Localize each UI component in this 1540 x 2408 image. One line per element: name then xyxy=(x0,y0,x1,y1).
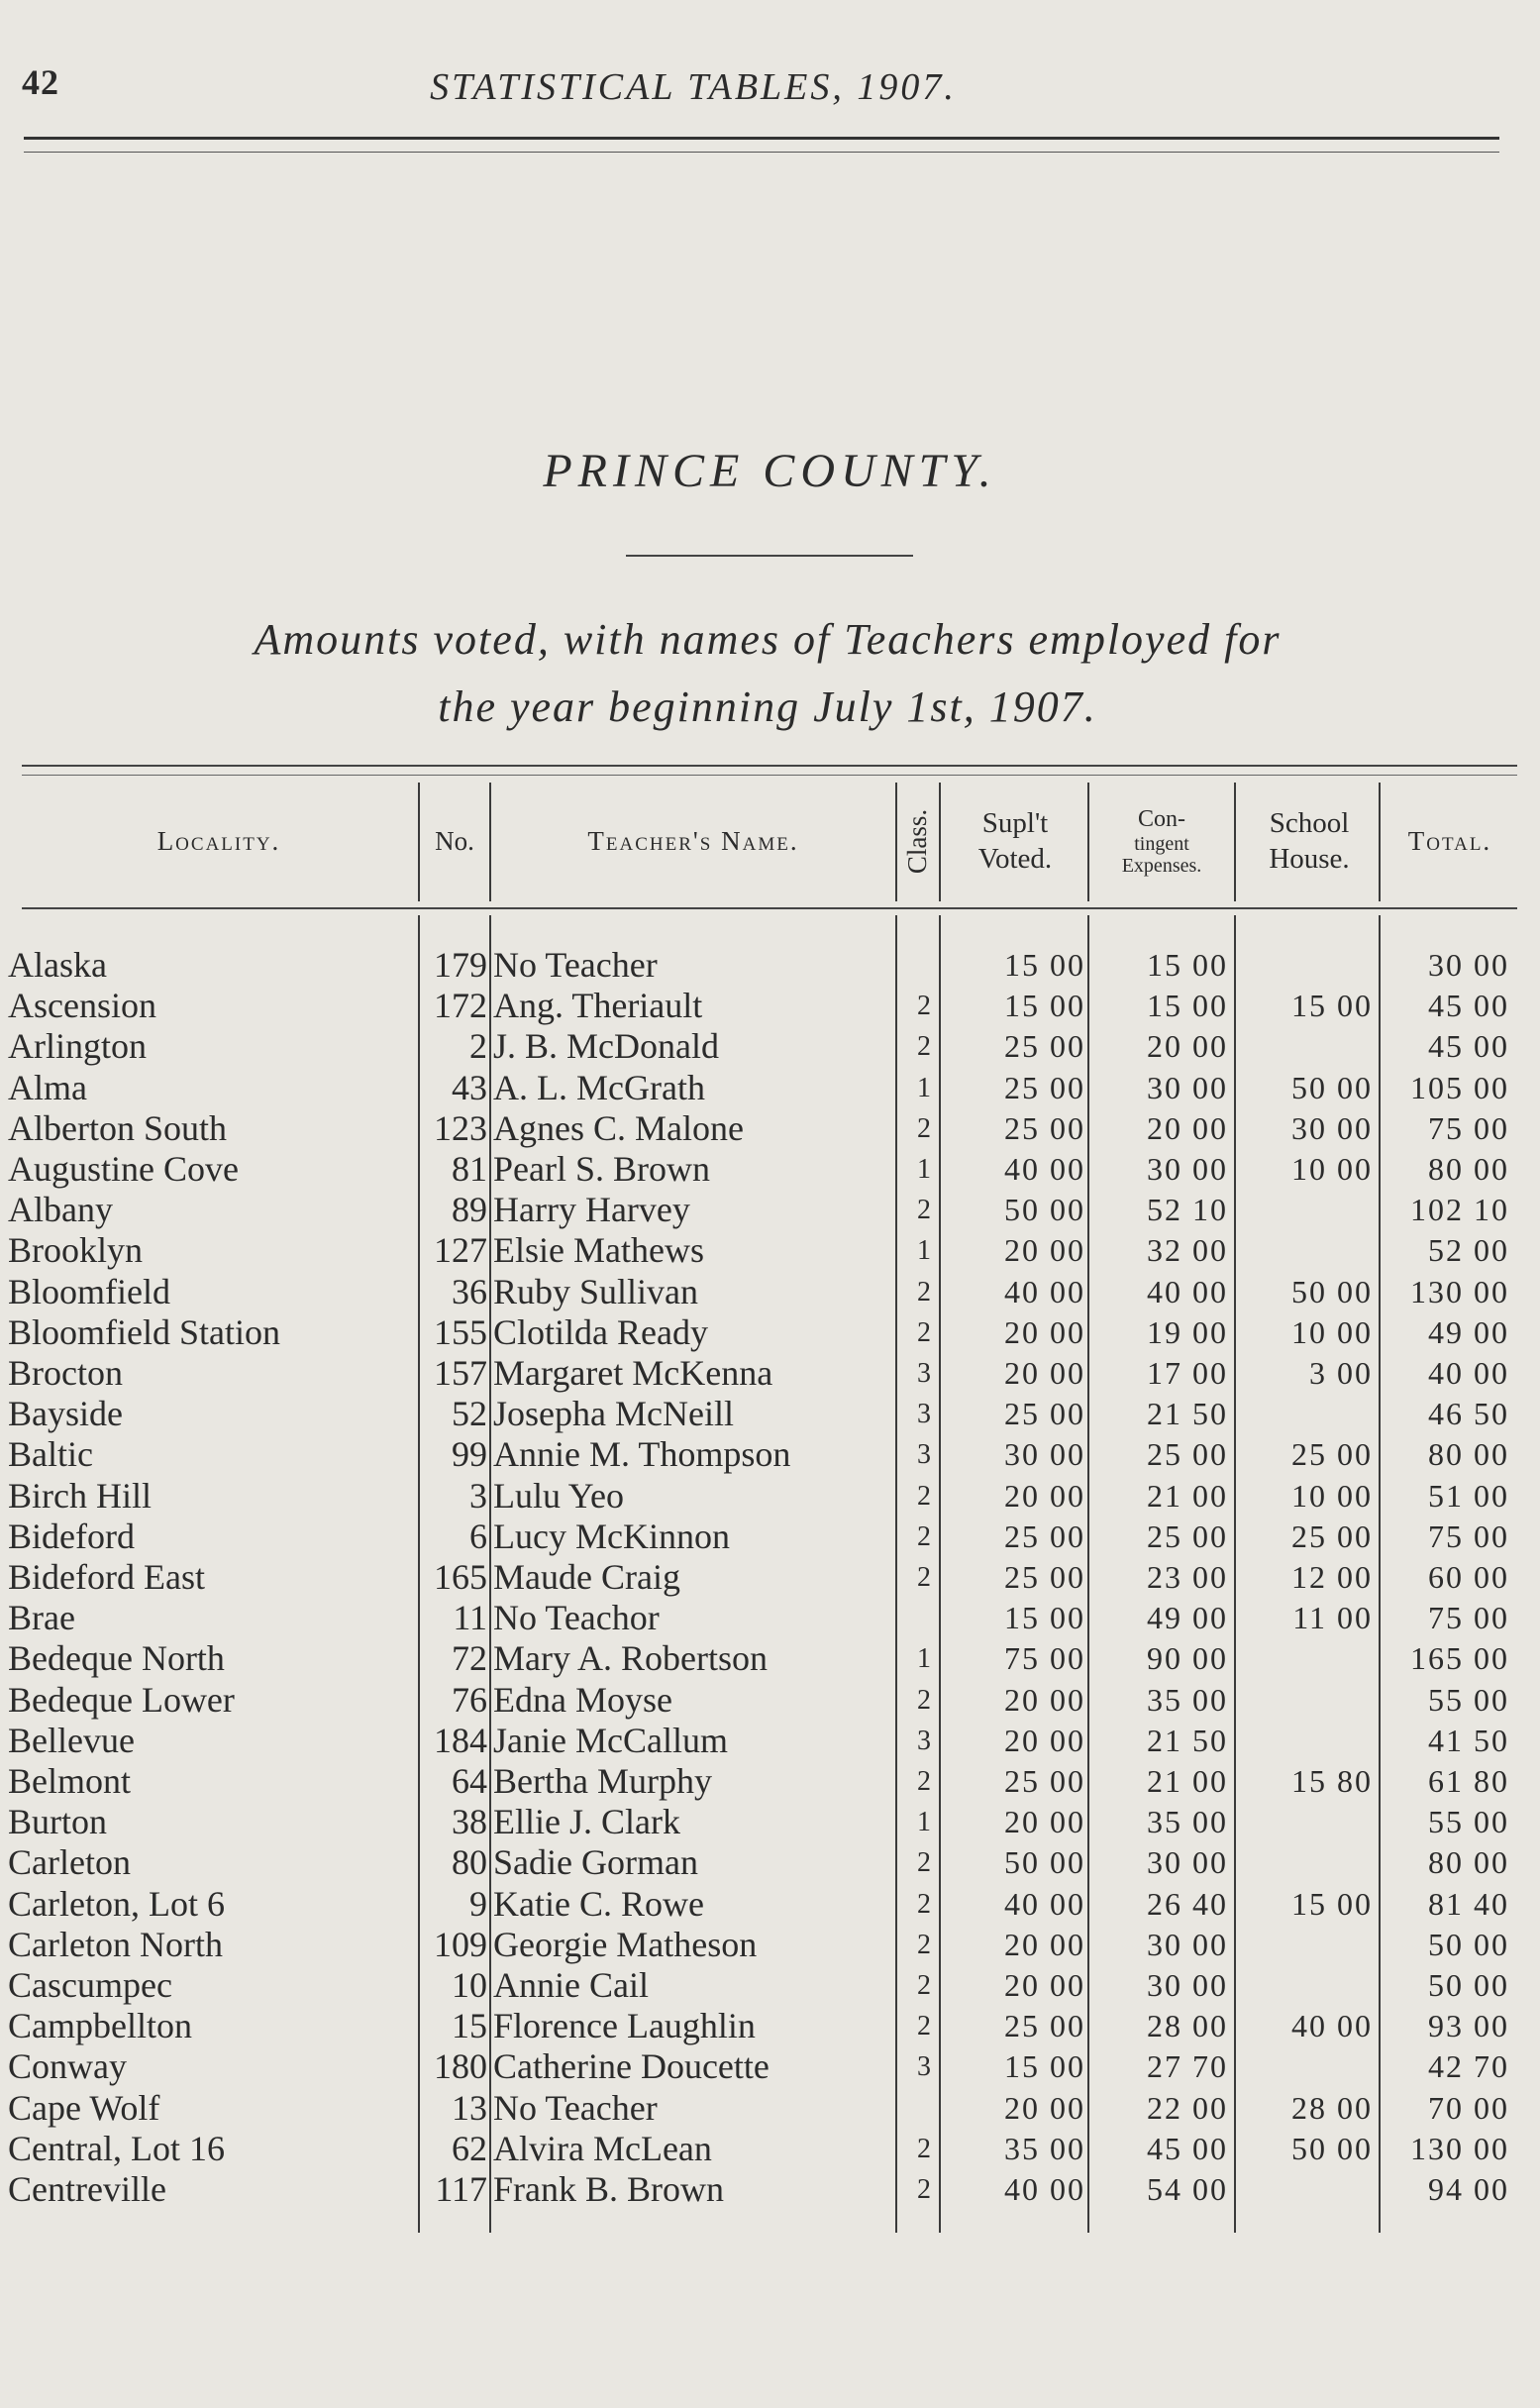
col-rule xyxy=(1379,783,1381,901)
teacher-name-cell: Georgie Matheson xyxy=(493,1924,758,1964)
table-row xyxy=(0,1149,1540,1190)
contingent-expenses-cell: 35 00 xyxy=(1147,1804,1228,1840)
table-row xyxy=(0,1312,1540,1353)
table-row xyxy=(0,2046,1540,2087)
number-cell: 184 xyxy=(434,1720,487,1760)
table-row xyxy=(0,1557,1540,1598)
table-row xyxy=(0,1190,1540,1230)
supl-voted-cell: 20 00 xyxy=(1004,1355,1085,1391)
school-house-cell: 28 00 xyxy=(1291,2089,1373,2126)
locality-cell: Burton xyxy=(8,1802,108,1842)
total-cell: 75 00 xyxy=(1428,1109,1509,1146)
class-cell: 2 xyxy=(917,2133,931,2164)
teacher-name-cell: A. L. McGrath xyxy=(493,1067,705,1107)
contingent-expenses-cell: 45 00 xyxy=(1147,2130,1228,2166)
number-cell: 9 xyxy=(469,1883,487,1924)
table-row xyxy=(0,1680,1540,1721)
teacher-name-cell: Catherine Doucette xyxy=(493,2046,770,2087)
table-row xyxy=(0,1638,1540,1679)
subtitle-line-2: the year beginning July 1st, 1907. xyxy=(438,682,1097,731)
teacher-name-cell: Ang. Theriault xyxy=(493,986,703,1026)
locality-cell: Alaska xyxy=(8,945,107,985)
total-cell: 94 00 xyxy=(1428,2171,1509,2207)
supl-voted-cell: 15 00 xyxy=(1004,2048,1085,2085)
total-cell: 80 00 xyxy=(1428,1844,1509,1881)
teacher-name-cell: Lucy McKinnon xyxy=(493,1516,730,1556)
locality-cell: Centreville xyxy=(8,2169,166,2209)
number-cell: 179 xyxy=(434,945,487,985)
school-house-cell: 10 00 xyxy=(1291,1313,1373,1350)
contingent-expenses-cell: 40 00 xyxy=(1147,1273,1228,1309)
table-row xyxy=(0,1884,1540,1925)
number-cell: 99 xyxy=(452,1434,487,1475)
teacher-name-cell: Edna Moyse xyxy=(493,1679,672,1720)
class-cell: 2 xyxy=(917,1888,931,1920)
teacher-name-cell: Florence Laughlin xyxy=(493,2006,756,2046)
supl-voted-cell: 25 00 xyxy=(1004,1559,1085,1595)
school-house-cell: 50 00 xyxy=(1291,1069,1373,1105)
class-cell: 2 xyxy=(917,1684,931,1716)
contingent-expenses-cell: 25 00 xyxy=(1147,1518,1228,1554)
contingent-expenses-cell: 28 00 xyxy=(1147,2008,1228,2044)
number-cell: 11 xyxy=(453,1598,487,1638)
number-cell: 64 xyxy=(452,1761,487,1801)
locality-cell: Bayside xyxy=(8,1394,123,1434)
contingent-expenses-cell: 21 00 xyxy=(1147,1763,1228,1799)
locality-cell: Carleton, Lot 6 xyxy=(8,1883,225,1924)
supl-voted-cell: 25 00 xyxy=(1004,2008,1085,2044)
locality-cell: Conway xyxy=(8,2046,127,2087)
number-cell: 165 xyxy=(434,1557,487,1597)
table-header-rule xyxy=(22,907,1517,909)
teacher-name-cell: Frank B. Brown xyxy=(493,2169,724,2209)
locality-cell: Cape Wolf xyxy=(8,2087,160,2128)
contingent-expenses-cell: 17 00 xyxy=(1147,1355,1228,1391)
table-row xyxy=(0,1965,1540,2006)
teacher-name-cell: J. B. McDonald xyxy=(493,1026,719,1067)
locality-cell: Bellevue xyxy=(8,1720,135,1760)
class-cell: 1 xyxy=(917,1072,931,1103)
school-house-cell: 30 00 xyxy=(1291,1109,1373,1146)
supl-voted-cell: 25 00 xyxy=(1004,1518,1085,1554)
school-house-cell: 12 00 xyxy=(1291,1559,1373,1595)
locality-cell: Augustine Cove xyxy=(8,1149,239,1189)
school-house-cell: 50 00 xyxy=(1291,1273,1373,1309)
number-cell: 13 xyxy=(452,2087,487,2128)
school-house-cell: 15 00 xyxy=(1291,1885,1373,1922)
total-cell: 61 80 xyxy=(1428,1763,1509,1799)
total-cell: 40 00 xyxy=(1428,1355,1509,1391)
total-cell: 45 00 xyxy=(1428,1028,1509,1065)
total-cell: 80 00 xyxy=(1428,1436,1509,1473)
teacher-name-cell: Sadie Gorman xyxy=(493,1842,698,1883)
number-cell: 72 xyxy=(452,1638,487,1679)
number-cell: 36 xyxy=(452,1271,487,1311)
table-row xyxy=(0,1434,1540,1475)
contingent-expenses-cell: 21 00 xyxy=(1147,1477,1228,1514)
locality-cell: Brooklyn xyxy=(8,1230,144,1271)
contingent-expenses-cell: 54 00 xyxy=(1147,2171,1228,2207)
class-cell: 2 xyxy=(917,1520,931,1552)
col-rule xyxy=(1234,783,1236,901)
teacher-name-cell: Margaret McKenna xyxy=(493,1353,773,1393)
supl-voted-cell: 20 00 xyxy=(1004,1967,1085,2003)
supl-voted-cell: 20 00 xyxy=(1004,1232,1085,1269)
total-cell: 55 00 xyxy=(1428,1681,1509,1718)
number-cell: 38 xyxy=(452,1802,487,1842)
total-cell: 70 00 xyxy=(1428,2089,1509,2126)
class-cell: 2 xyxy=(917,1970,931,2001)
total-cell: 41 50 xyxy=(1428,1722,1509,1758)
subtitle xyxy=(99,606,1436,741)
supl-voted-cell: 50 00 xyxy=(1004,1192,1085,1228)
contingent-expenses-cell: 30 00 xyxy=(1147,1844,1228,1881)
school-house-cell: 11 00 xyxy=(1292,1600,1373,1636)
total-cell: 50 00 xyxy=(1428,1967,1509,2003)
teacher-name-cell: Maude Craig xyxy=(493,1557,680,1597)
supl-voted-cell: 20 00 xyxy=(1004,1926,1085,1962)
table-row xyxy=(0,1721,1540,1761)
table-row xyxy=(0,1068,1540,1108)
table-row xyxy=(0,1598,1540,1638)
number-cell: 89 xyxy=(452,1190,487,1230)
school-house-cell: 3 00 xyxy=(1309,1355,1373,1391)
total-cell: 52 00 xyxy=(1428,1232,1509,1269)
table-row xyxy=(0,1802,1540,1842)
school-house-cell: 10 00 xyxy=(1291,1477,1373,1514)
contingent-expenses-cell: 35 00 xyxy=(1147,1681,1228,1718)
teacher-name-cell: Josepha McNeill xyxy=(493,1394,734,1434)
contingent-expenses-cell: 15 00 xyxy=(1147,947,1228,983)
teacher-name-cell: Ruby Sullivan xyxy=(493,1271,699,1311)
teacher-name-cell: Janie McCallum xyxy=(493,1720,728,1760)
locality-cell: Baltic xyxy=(8,1434,93,1475)
number-cell: 43 xyxy=(452,1067,487,1107)
contingent-expenses-cell: 30 00 xyxy=(1147,1069,1228,1105)
table-row xyxy=(0,1394,1540,1434)
table-row xyxy=(0,986,1540,1026)
header-rule xyxy=(24,137,1499,153)
total-cell: 50 00 xyxy=(1428,1926,1509,1962)
class-cell: 1 xyxy=(917,1807,931,1838)
locality-cell: Bideford xyxy=(8,1516,135,1556)
locality-cell: Ascension xyxy=(8,986,156,1026)
locality-cell: Brocton xyxy=(8,1353,123,1393)
total-cell: 75 00 xyxy=(1428,1518,1509,1554)
school-house-cell: 25 00 xyxy=(1291,1518,1373,1554)
table-row xyxy=(0,1476,1540,1517)
total-cell: 45 00 xyxy=(1428,988,1509,1024)
table-row xyxy=(0,1761,1540,1802)
contingent-expenses-cell: 25 00 xyxy=(1147,1436,1228,1473)
supl-voted-cell: 40 00 xyxy=(1004,1151,1085,1187)
col-rule xyxy=(1087,783,1089,901)
table-row xyxy=(0,2129,1540,2169)
number-cell: 80 xyxy=(452,1842,487,1883)
header-class: Class. xyxy=(902,808,933,874)
locality-cell: Brae xyxy=(8,1598,75,1638)
number-cell: 127 xyxy=(434,1230,487,1271)
supl-voted-cell: 20 00 xyxy=(1004,2089,1085,2126)
number-cell: 2 xyxy=(469,1026,487,1067)
header-supl-voted: Supl't Voted. xyxy=(977,807,1053,875)
number-cell: 109 xyxy=(434,1924,487,1964)
class-cell: 2 xyxy=(917,1316,931,1348)
col-rule xyxy=(895,783,897,901)
teacher-name-cell: Pearl S. Brown xyxy=(493,1149,710,1189)
contingent-expenses-cell: 26 40 xyxy=(1147,1885,1228,1922)
total-cell: 55 00 xyxy=(1428,1804,1509,1840)
class-cell: 3 xyxy=(917,1399,931,1430)
contingent-expenses-cell: 21 50 xyxy=(1147,1396,1228,1432)
supl-voted-cell: 25 00 xyxy=(1004,1396,1085,1432)
class-cell: 2 xyxy=(917,991,931,1022)
total-cell: 130 00 xyxy=(1410,2130,1509,2166)
number-cell: 6 xyxy=(469,1516,487,1556)
teacher-name-cell: Annie M. Thompson xyxy=(493,1434,791,1475)
total-cell: 165 00 xyxy=(1410,1640,1509,1677)
total-cell: 80 00 xyxy=(1428,1151,1509,1187)
table-row xyxy=(0,1925,1540,1965)
supl-voted-cell: 25 00 xyxy=(1004,1028,1085,1065)
number-cell: 81 xyxy=(452,1149,487,1189)
contingent-expenses-cell: 15 00 xyxy=(1147,988,1228,1024)
number-cell: 76 xyxy=(452,1679,487,1720)
school-house-cell: 40 00 xyxy=(1291,2008,1373,2044)
number-cell: 3 xyxy=(469,1475,487,1516)
school-house-cell: 15 80 xyxy=(1291,1763,1373,1799)
school-house-cell: 50 00 xyxy=(1291,2130,1373,2166)
header-no: No. xyxy=(435,826,474,856)
contingent-expenses-cell: 20 00 xyxy=(1147,1028,1228,1065)
locality-cell: Bedeque North xyxy=(8,1638,225,1679)
teacher-name-cell: Elsie Mathews xyxy=(493,1230,704,1271)
total-cell: 105 00 xyxy=(1410,1069,1509,1105)
contingent-expenses-cell: 49 00 xyxy=(1147,1600,1228,1636)
class-cell: 2 xyxy=(917,2174,931,2205)
class-cell: 2 xyxy=(917,1195,931,1226)
contingent-expenses-cell: 32 00 xyxy=(1147,1232,1228,1269)
table-row xyxy=(0,2088,1540,2129)
total-cell: 30 00 xyxy=(1428,947,1509,983)
number-cell: 52 xyxy=(452,1394,487,1434)
total-cell: 42 70 xyxy=(1428,2048,1509,2085)
contingent-expenses-cell: 52 10 xyxy=(1147,1192,1228,1228)
locality-cell: Bideford East xyxy=(8,1557,205,1597)
total-cell: 81 40 xyxy=(1428,1885,1509,1922)
supl-voted-cell: 35 00 xyxy=(1004,2130,1085,2166)
locality-cell: Alma xyxy=(8,1067,87,1107)
supl-voted-cell: 15 00 xyxy=(1004,947,1085,983)
locality-cell: Albany xyxy=(8,1190,113,1230)
table-row xyxy=(0,1026,1540,1067)
locality-cell: Bloomfield xyxy=(8,1271,170,1311)
class-cell: 2 xyxy=(917,1929,931,1960)
number-cell: 180 xyxy=(434,2046,487,2087)
supl-voted-cell: 40 00 xyxy=(1004,2171,1085,2207)
contingent-expenses-cell: 27 70 xyxy=(1147,2048,1228,2085)
teacher-name-cell: No Teacher xyxy=(493,945,658,985)
total-cell: 93 00 xyxy=(1428,2008,1509,2044)
table-row xyxy=(0,1353,1540,1394)
supl-voted-cell: 30 00 xyxy=(1004,1436,1085,1473)
header-school-house: School House. xyxy=(1269,807,1350,875)
locality-cell: Belmont xyxy=(8,1761,131,1801)
contingent-expenses-cell: 30 00 xyxy=(1147,1967,1228,2003)
locality-cell: Arlington xyxy=(8,1026,147,1067)
teacher-name-cell: Alvira McLean xyxy=(493,2128,712,2168)
supl-voted-cell: 25 00 xyxy=(1004,1763,1085,1799)
number-cell: 155 xyxy=(434,1311,487,1352)
supl-voted-cell: 20 00 xyxy=(1004,1681,1085,1718)
class-cell: 2 xyxy=(917,2011,931,2042)
contingent-expenses-cell: 30 00 xyxy=(1147,1151,1228,1187)
supl-voted-cell: 15 00 xyxy=(1004,988,1085,1024)
supl-voted-cell: 15 00 xyxy=(1004,1600,1085,1636)
teacher-name-cell: Katie C. Rowe xyxy=(493,1883,704,1924)
col-rule xyxy=(489,783,491,901)
table-row xyxy=(0,1230,1540,1271)
table-row xyxy=(0,1108,1540,1149)
total-cell: 102 10 xyxy=(1410,1192,1509,1228)
title-divider xyxy=(626,555,913,557)
class-cell: 1 xyxy=(917,1235,931,1267)
teacher-name-cell: Agnes C. Malone xyxy=(493,1107,744,1148)
header-locality: Locality. xyxy=(156,826,281,856)
supl-voted-cell: 40 00 xyxy=(1004,1885,1085,1922)
total-cell: 60 00 xyxy=(1428,1559,1509,1595)
class-cell: 3 xyxy=(917,1439,931,1471)
teacher-name-cell: No Teacher xyxy=(493,2087,658,2128)
class-cell: 3 xyxy=(917,2051,931,2083)
supl-voted-cell: 20 00 xyxy=(1004,1804,1085,1840)
locality-cell: Birch Hill xyxy=(8,1475,152,1516)
supl-voted-cell: 50 00 xyxy=(1004,1844,1085,1881)
locality-cell: Alberton South xyxy=(8,1107,227,1148)
school-house-cell: 10 00 xyxy=(1291,1151,1373,1187)
contingent-expenses-cell: 21 50 xyxy=(1147,1722,1228,1758)
running-title: STATISTICAL TABLES, 1907. xyxy=(430,66,957,108)
supl-voted-cell: 25 00 xyxy=(1004,1109,1085,1146)
table-row xyxy=(0,1272,1540,1312)
class-cell: 3 xyxy=(917,1358,931,1389)
contingent-expenses-cell: 90 00 xyxy=(1147,1640,1228,1677)
locality-cell: Carleton North xyxy=(8,1924,223,1964)
total-cell: 49 00 xyxy=(1428,1313,1509,1350)
header-teacher-name: Teacher's Name. xyxy=(587,826,799,856)
teacher-name-cell: Harry Harvey xyxy=(493,1190,690,1230)
school-house-cell: 15 00 xyxy=(1291,988,1373,1024)
contingent-expenses-cell: 19 00 xyxy=(1147,1313,1228,1350)
contingent-expenses-cell: 20 00 xyxy=(1147,1109,1228,1146)
class-cell: 2 xyxy=(917,1480,931,1512)
table-top-rule xyxy=(22,765,1517,776)
school-house-cell: 25 00 xyxy=(1291,1436,1373,1473)
supl-voted-cell: 25 00 xyxy=(1004,1069,1085,1105)
number-cell: 62 xyxy=(452,2128,487,2168)
class-cell: 2 xyxy=(917,1276,931,1308)
total-cell: 51 00 xyxy=(1428,1477,1509,1514)
header-contingent-expenses: Con- tingent Expenses. xyxy=(1121,806,1202,877)
subtitle-line-1: Amounts voted, with names of Teachers employed for xyxy=(254,615,1282,664)
teacher-name-cell: No Teachor xyxy=(493,1598,660,1638)
locality-cell: Bloomfield Station xyxy=(8,1311,280,1352)
number-cell: 157 xyxy=(434,1353,487,1393)
contingent-expenses-cell: 30 00 xyxy=(1147,1926,1228,1962)
table-row xyxy=(0,2006,1540,2046)
supl-voted-cell: 75 00 xyxy=(1004,1640,1085,1677)
total-cell: 46 50 xyxy=(1428,1396,1509,1432)
teacher-name-cell: Clotilda Ready xyxy=(493,1311,708,1352)
number-cell: 117 xyxy=(435,2169,487,2209)
supl-voted-cell: 40 00 xyxy=(1004,1273,1085,1309)
class-cell: 2 xyxy=(917,1112,931,1144)
class-cell: 2 xyxy=(917,1031,931,1063)
table-row xyxy=(0,1842,1540,1883)
class-cell: 2 xyxy=(917,1562,931,1593)
county-title: PRINCE COUNTY. xyxy=(543,445,997,497)
col-rule xyxy=(939,783,941,901)
locality-cell: Campbellton xyxy=(8,2006,192,2046)
class-cell: 2 xyxy=(917,1847,931,1879)
total-cell: 75 00 xyxy=(1428,1600,1509,1636)
total-cell: 130 00 xyxy=(1410,1273,1509,1309)
col-rule xyxy=(418,783,420,901)
page-number: 42 xyxy=(22,62,59,102)
number-cell: 123 xyxy=(434,1107,487,1148)
number-cell: 172 xyxy=(434,986,487,1026)
header-total: Total. xyxy=(1407,826,1492,856)
locality-cell: Bedeque Lower xyxy=(8,1679,235,1720)
class-cell: 3 xyxy=(917,1725,931,1756)
contingent-expenses-cell: 23 00 xyxy=(1147,1559,1228,1595)
number-cell: 15 xyxy=(452,2006,487,2046)
contingent-expenses-cell: 22 00 xyxy=(1147,2089,1228,2126)
supl-voted-cell: 20 00 xyxy=(1004,1477,1085,1514)
teacher-name-cell: Bertha Murphy xyxy=(493,1761,712,1801)
locality-cell: Cascumpec xyxy=(8,1965,172,2005)
locality-cell: Central, Lot 16 xyxy=(8,2128,225,2168)
locality-cell: Carleton xyxy=(8,1842,131,1883)
teacher-name-cell: Ellie J. Clark xyxy=(493,1802,680,1842)
teacher-name-cell: Lulu Yeo xyxy=(493,1475,625,1516)
class-cell: 1 xyxy=(917,1154,931,1185)
table-row xyxy=(0,945,1540,986)
supl-voted-cell: 20 00 xyxy=(1004,1722,1085,1758)
table-row xyxy=(0,1517,1540,1557)
class-cell: 1 xyxy=(917,1643,931,1675)
number-cell: 10 xyxy=(452,1965,487,2005)
teacher-name-cell: Annie Cail xyxy=(493,1965,649,2005)
class-cell: 2 xyxy=(917,1766,931,1797)
supl-voted-cell: 20 00 xyxy=(1004,1313,1085,1350)
teacher-name-cell: Mary A. Robertson xyxy=(493,1638,768,1679)
table-row xyxy=(0,2169,1540,2210)
